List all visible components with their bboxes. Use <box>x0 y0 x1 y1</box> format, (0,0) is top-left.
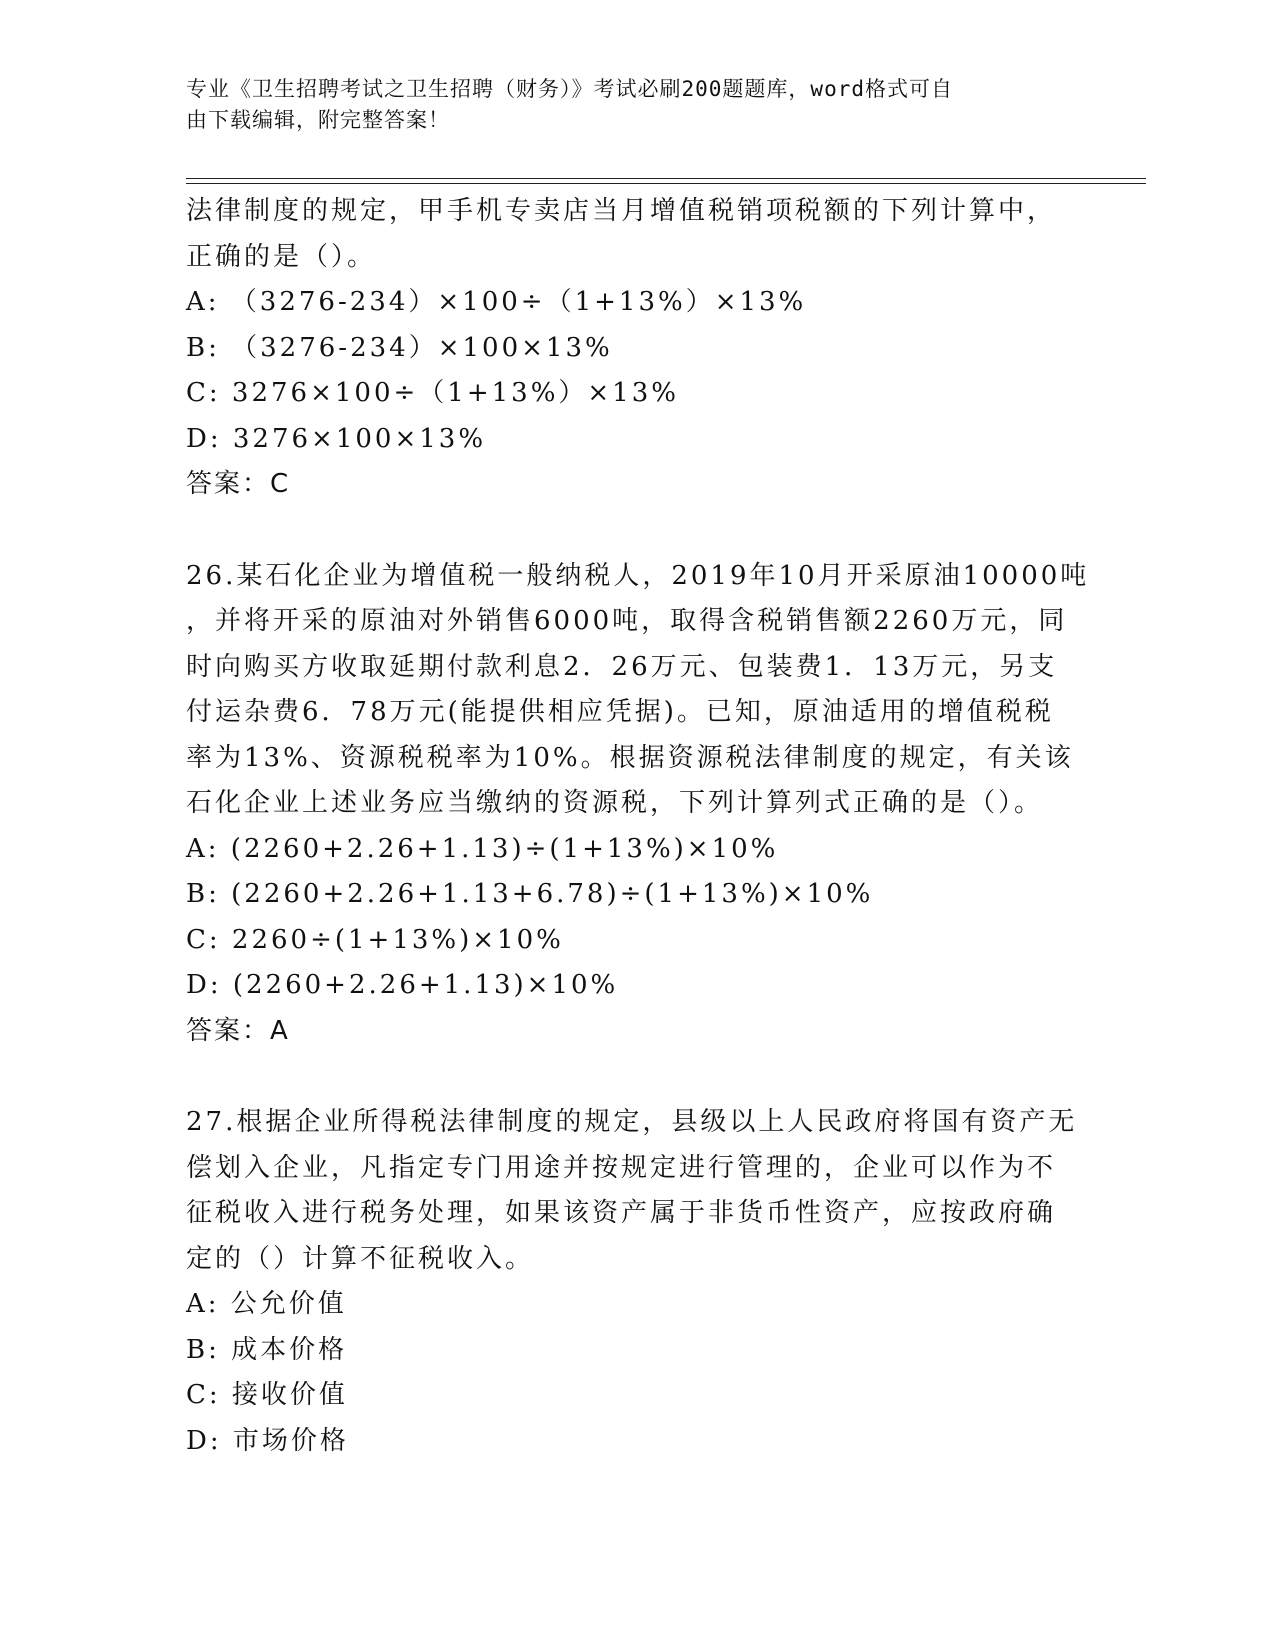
answer-line: 答案：A <box>186 1015 290 1046</box>
option-a: A: 公允价值 <box>186 1289 347 1319</box>
question-stem-line: 26.某石化企业为增值税一般纳税人，2019年10月开采原油10000吨 <box>186 560 1090 591</box>
option-c: C: 3276×100÷（1+13%）×13% <box>186 378 679 408</box>
header-line-1: 专业《卫生招聘考试之卫生招聘（财务）》考试必刷200题题库，word格式可自 <box>186 77 953 101</box>
question-stem-line: 时向购买方收取延期付款利息2．26万元、包装费1．13万元，另支 <box>186 651 1058 682</box>
option-b: B: （3276-234）×100×13% <box>186 332 613 363</box>
option-c: C: 2260÷(1+13%)×10% <box>186 924 564 955</box>
option-a: A: （3276-234）×100÷（1+13%）×13% <box>186 287 807 317</box>
header-rule-bottom <box>186 183 1146 184</box>
question-stem-line: 征税收入进行税务处理，如果该资产属于非货币性资产，应按政府确 <box>186 1198 1057 1228</box>
question-stem-line: 27.根据企业所得税法律制度的规定，县级以上人民政府将国有资产无 <box>186 1107 1078 1137</box>
option-d: D: 市场价格 <box>186 1425 349 1456</box>
option-c: C: 接收价值 <box>186 1380 348 1410</box>
option-b: B: (2260+2.26+1.13+6.78)÷(1+13%)×10% <box>186 879 874 909</box>
question-25 <box>186 189 1066 508</box>
question-stem-line: 付运杂费6．78万元(能提供相应凭据)。已知，原油适用的增值税税 <box>186 697 1054 727</box>
question-stem-line: ，并将开采的原油对外销售6000吨，取得含税销售额2260万元，同 <box>186 606 1068 636</box>
option-d: D: 3276×100×13% <box>186 423 487 454</box>
question-26 <box>186 554 1090 1055</box>
question-stem-line: 石化企业上述业务应当缴纳的资源税，下列计算列式正确的是（）。 <box>186 788 1044 818</box>
question-27 <box>186 1100 1078 1464</box>
header-line-2: 由下载编辑，附完整答案！ <box>186 108 450 132</box>
question-stem-line: 率为13%、资源税税率为10%。根据资源税法律制度的规定，有关该 <box>186 742 1074 773</box>
option-d: D: (2260+2.26+1.13)×10% <box>186 970 619 1000</box>
answer-line: 答案：C <box>186 469 291 499</box>
document-header <box>186 74 1066 136</box>
question-stem-line: 正确的是（）。 <box>186 241 377 272</box>
question-stem-line: 定的（）计算不征税收入。 <box>186 1243 535 1274</box>
question-stem-line: 偿划入企业，凡指定专门用途并按规定进行管理的，企业可以作为不 <box>186 1152 1057 1183</box>
option-a: A: (2260+2.26+1.13)÷(1+13%)×10% <box>186 833 779 864</box>
option-b: B: 成本价格 <box>186 1334 348 1365</box>
question-stem-line: 法律制度的规定，甲手机专卖店当月增值税销项税额的下列计算中， <box>186 196 1057 226</box>
document-body <box>186 189 1090 1464</box>
header-rule-top <box>186 178 1146 179</box>
